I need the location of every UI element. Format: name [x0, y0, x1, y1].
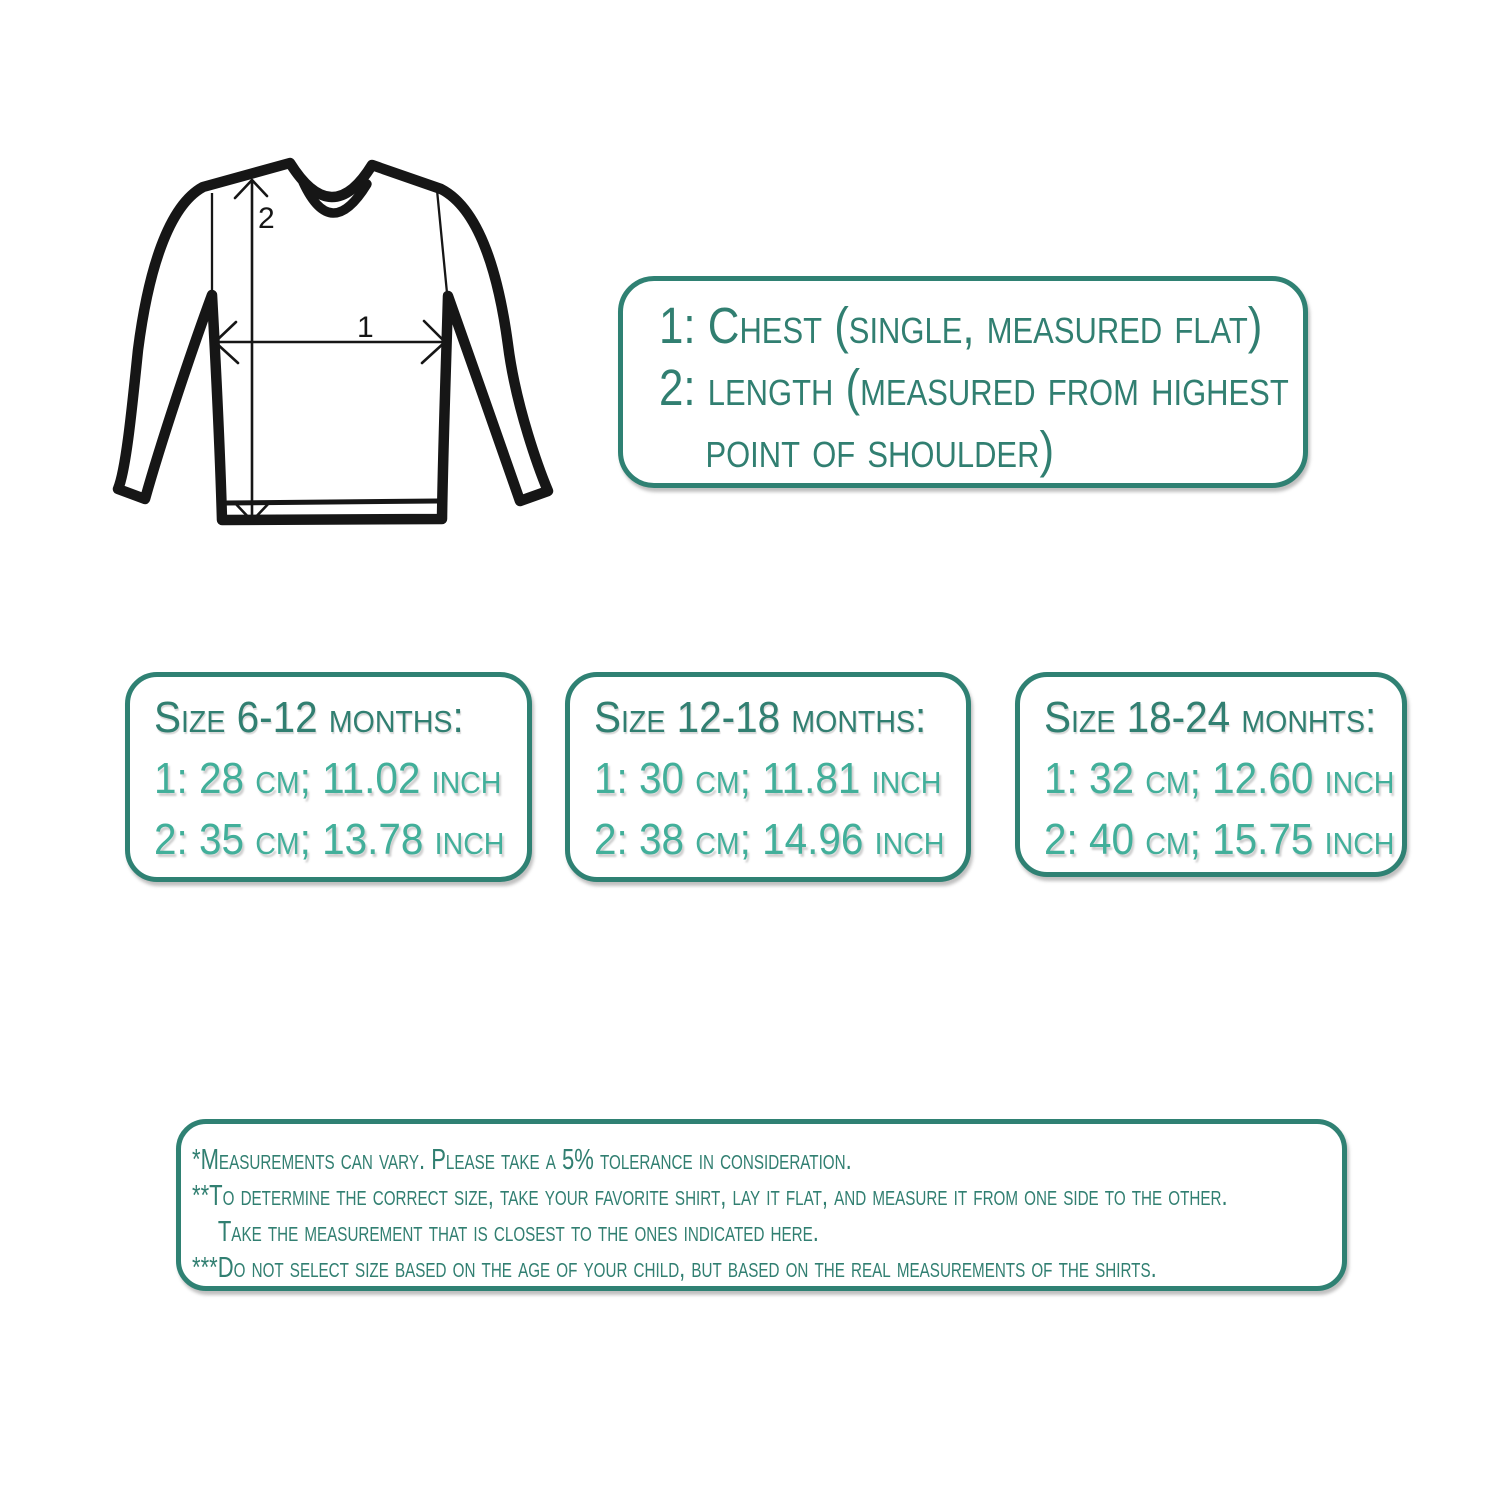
legend-line-length: 2: length (measured from highest: [659, 359, 1289, 416]
size-box-chest: 1: 32 cm; 12.60 inch: [1044, 754, 1395, 803]
legend-line-chest: 1: Chest (single, measured flat): [659, 297, 1263, 354]
size-box-6-12-months: [125, 672, 532, 882]
shirt-measurement-diagram: [100, 140, 580, 560]
size-box-chest: 1: 28 cm; 11.02 inch: [154, 754, 502, 803]
size-box-18-24-months: [1015, 672, 1407, 877]
footnote-tolerance: *Measurements can vary. Please take a 5% tolerance in consideration.: [192, 1144, 852, 1176]
chest-arrow-label: 1: [357, 311, 374, 344]
size-box-12-18-months: [565, 672, 971, 882]
footnotes-box: [176, 1119, 1347, 1291]
size-box-length: 2: 35 cm; 13.78 inch: [154, 815, 505, 864]
footnote-how-to-measure-cont: Take the measurement that is closest to the ones indicated here.: [217, 1216, 819, 1248]
size-box-chest: 1: 30 cm; 11.81 inch: [594, 754, 942, 803]
footnote-age-warning: ***Do not select size based on the age of your child, but based on the real measurements of the shirts.: [192, 1252, 1157, 1284]
size-box-header: Size 12-18 months:: [594, 693, 927, 742]
measurement-legend-box: [618, 276, 1308, 488]
size-box-length: 2: 40 cm; 15.75 inch: [1044, 815, 1395, 864]
size-box-length: 2: 38 cm; 14.96 inch: [594, 815, 945, 864]
size-box-header: Size 18-24 monhts:: [1044, 693, 1377, 742]
length-arrow-label: 2: [258, 202, 275, 235]
legend-line-length-cont: point of shoulder): [705, 421, 1055, 478]
size-box-header: Size 6-12 months:: [154, 693, 464, 742]
footnote-how-to-measure: **To determine the correct size, take your favorite shirt, lay it flat, and measure it from one side to the other.: [192, 1180, 1228, 1212]
hem-seam: [226, 501, 438, 503]
